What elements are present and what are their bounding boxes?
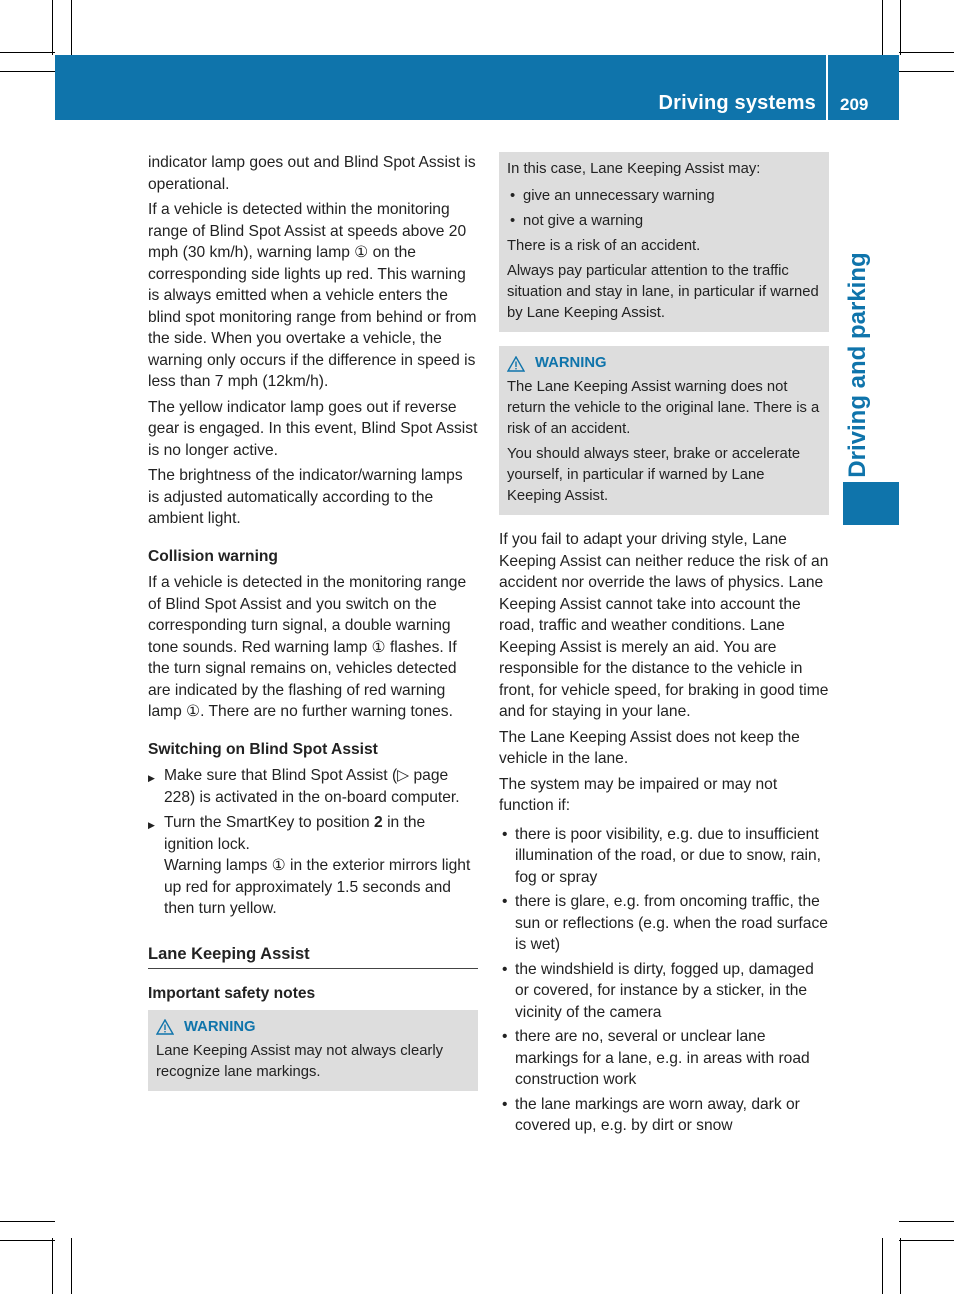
crop-mark — [52, 1238, 53, 1294]
paragraph: If a vehicle is detected within the monitoring range of Blind Spot Assist at speeds above 20 mph (30 km/h), warning lamp ① on the corresponding side lights up red. This warning is always emitted when a vehicle enters the blind spot monitoring range from behind or from the side. When you overtake a vehicle, the warning only occurs if the difference in speed is less than 7 mph (12km/h). — [148, 201, 477, 390]
crop-mark — [899, 1221, 954, 1222]
right-column — [499, 152, 829, 1140]
warning-triangle-icon — [507, 356, 525, 372]
paragraph: indicator lamp goes out and Blind Spot Assist is operational. — [148, 154, 476, 193]
crop-mark — [900, 1238, 901, 1294]
risk-text: There is a risk of an accident. — [507, 238, 701, 254]
paragraph: The system may be impaired or may not function if: — [499, 775, 778, 814]
paragraph: If a vehicle is detected in the monitoring range of Blind Spot Assist and you switch on the corresponding turn signal, a double warning tone sounds. Red warning lamp ① flashes. If the turn signal remains on, vehicles detected are indicated by the flashing of red warning lamp ①. There are no further warning tones. — [148, 574, 467, 720]
switching-on-heading: Switching on Blind Spot Assist — [148, 740, 378, 758]
warning-triangle-icon — [156, 1019, 174, 1035]
instruction-steps — [148, 765, 478, 920]
lane-keeping-assist-heading: Lane Keeping Assist — [148, 944, 478, 970]
crop-mark — [899, 1240, 954, 1241]
crop-mark — [899, 52, 954, 53]
list-item: • give an unnecessary warning — [507, 186, 821, 207]
conditions-list — [499, 824, 829, 1137]
safety-notes-heading: Important safety notes — [148, 985, 316, 1002]
warning-text: Lane Keeping Assist may not always clearly recognize lane markings. — [156, 1042, 444, 1080]
warning-box — [499, 346, 829, 515]
crop-mark — [0, 71, 55, 72]
step-text: in the ignition lock. — [164, 814, 426, 853]
warning-text: You should always steer, brake or accelerate yourself, in particular if warned by Lane Keeping Assist. — [507, 446, 801, 504]
step-text: Turn the SmartKey to position — [164, 814, 375, 831]
side-tab-text: Driving and parking — [844, 252, 871, 478]
list-item: • not give a warning — [507, 211, 821, 232]
crop-mark — [882, 0, 883, 55]
key-position: 2 — [374, 814, 383, 831]
header-separator — [826, 55, 828, 120]
crop-mark — [0, 52, 55, 53]
page-number: 209 — [840, 95, 869, 114]
side-tab-label — [838, 252, 878, 478]
section-title: Driving systems — [658, 92, 816, 114]
list-item: • the windshield is dirty, fogged up, damaged or covered, for instance by a sticker, in the vicinity of the camera — [499, 959, 829, 1024]
warning-continuation-box — [499, 152, 829, 332]
crop-mark — [0, 1240, 55, 1241]
warning-text: The Lane Keeping Assist warning does not return the vehicle to the original lane. There is a risk of an accident. — [507, 379, 820, 437]
advice-text: Always pay particular attention to the traffic situation and stay in lane, in particular if warned by Lane Keeping Assist. — [507, 263, 819, 321]
collision-warning-heading: Collision warning — [148, 547, 278, 565]
list-item: • the lane markings are worn away, dark or covered up, e.g. by dirt or snow — [499, 1094, 829, 1137]
list-item: • there is glare, e.g. from oncoming traffic, the sun or reflections (e.g. when the road surface is wet) — [499, 891, 829, 956]
crop-mark — [900, 0, 901, 55]
instruction-step — [148, 812, 478, 920]
box-bullet-list — [507, 186, 821, 232]
paragraph: If you fail to adapt your driving style, Lane Keeping Assist can neither reduce the risk of an accident nor override the laws of physics. Lane Keeping Assist cannot take into account the road, traffic and weather conditions. Lane Keeping Assist is merely an aid. You are responsible for the distance to the vehicle in front, for vehicle speed, for braking in good time and for staying in your lane. — [499, 531, 829, 720]
paragraph: The yellow indicator lamp goes out if reverse gear is engaged. In this event, Blind Spot Assist is no longer active. — [148, 398, 478, 459]
step-result: Warning lamps ① in the exterior mirrors light up red for approximately 1.5 seconds and then turn yellow. — [164, 857, 471, 917]
crop-mark — [899, 71, 954, 72]
crop-mark — [52, 0, 53, 55]
side-tab-marker — [843, 482, 899, 525]
crop-mark — [71, 0, 72, 55]
paragraph: The Lane Keeping Assist does not keep the vehicle in the lane. — [499, 728, 800, 767]
warning-header — [156, 1017, 470, 1038]
list-item: • there are no, several or unclear lane markings for a lane, e.g. in areas with road construction work — [499, 1026, 829, 1091]
warning-label: WARNING — [535, 355, 607, 371]
warning-box — [148, 1010, 478, 1091]
instruction-step — [148, 765, 478, 808]
crop-mark — [882, 1238, 883, 1294]
list-item: • there is poor visibility, e.g. due to insufficient illumination of the road, or due to snow, rain, fog or spray — [499, 824, 829, 889]
warning-header — [507, 353, 821, 374]
left-column — [148, 152, 478, 1091]
box-intro: In this case, Lane Keeping Assist may: — [507, 161, 761, 177]
step-text: Make sure that Blind Spot Assist (▷ page 228) is activated in the on-board computer. — [164, 767, 460, 806]
paragraph: The brightness of the indicator/warning lamps is adjusted automatically according to the ambient light. — [148, 467, 463, 527]
warning-label: WARNING — [184, 1018, 256, 1035]
crop-mark — [71, 1238, 72, 1294]
crop-mark — [0, 1221, 55, 1222]
